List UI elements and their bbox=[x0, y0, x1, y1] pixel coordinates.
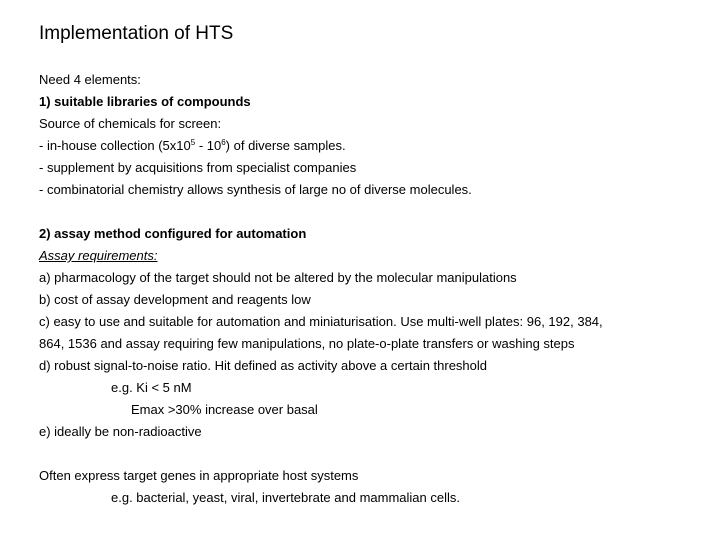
source-label: Source of chemicals for screen: bbox=[39, 116, 222, 131]
spacer bbox=[39, 201, 709, 223]
requirement-e: e) ideally be non-radioactive bbox=[39, 424, 202, 439]
intro-text: Need 4 elements: bbox=[39, 72, 141, 87]
inhouse-collection-item bbox=[39, 135, 709, 157]
spacer bbox=[39, 443, 709, 465]
combinatorial-item: - combinatorial chemistry allows synthesis of large no of diverse molecules. bbox=[39, 182, 472, 197]
requirement-b: b) cost of assay development and reagents low bbox=[39, 292, 311, 307]
requirement-d: d) robust signal-to-noise ratio. Hit defined as activity above a certain threshold bbox=[39, 358, 488, 373]
slide-body bbox=[39, 69, 709, 509]
inhouse-exponent-1: 5 bbox=[190, 138, 196, 147]
expression-line: Often express target genes in appropriate host systems bbox=[39, 468, 359, 483]
inhouse-mid: - 10 bbox=[195, 138, 222, 153]
example-emax: Emax >30% increase over basal bbox=[131, 402, 318, 417]
inhouse-prefix: - in-house collection (5x10 bbox=[39, 138, 191, 153]
slide-title: Implementation of HTS bbox=[39, 23, 234, 44]
inhouse-suffix: ) of diverse samples. bbox=[225, 138, 346, 153]
requirement-a: a) pharmacology of the target should not be altered by the molecular manipulations bbox=[39, 270, 517, 285]
requirement-c-line2: 864, 1536 and assay requiring few manipulations, no plate-o-plate transfers or washing steps bbox=[39, 336, 575, 351]
example-ki: e.g. Ki < 5 nM bbox=[111, 380, 192, 395]
expression-example: e.g. bacterial, yeast, viral, invertebrate and mammalian cells. bbox=[111, 490, 460, 505]
assay-requirements-label: Assay requirements: bbox=[39, 248, 158, 263]
section1-heading: 1) suitable libraries of compounds bbox=[39, 94, 251, 109]
supplement-item: - supplement by acquisitions from specialist companies bbox=[39, 160, 357, 175]
inhouse-exponent-2: 6 bbox=[221, 138, 226, 147]
section2-heading: 2) assay method configured for automation bbox=[39, 226, 307, 241]
requirement-c-line1: c) easy to use and suitable for automation and miniaturisation. Use multi-well plates: 96, 192, 384, bbox=[39, 314, 603, 329]
